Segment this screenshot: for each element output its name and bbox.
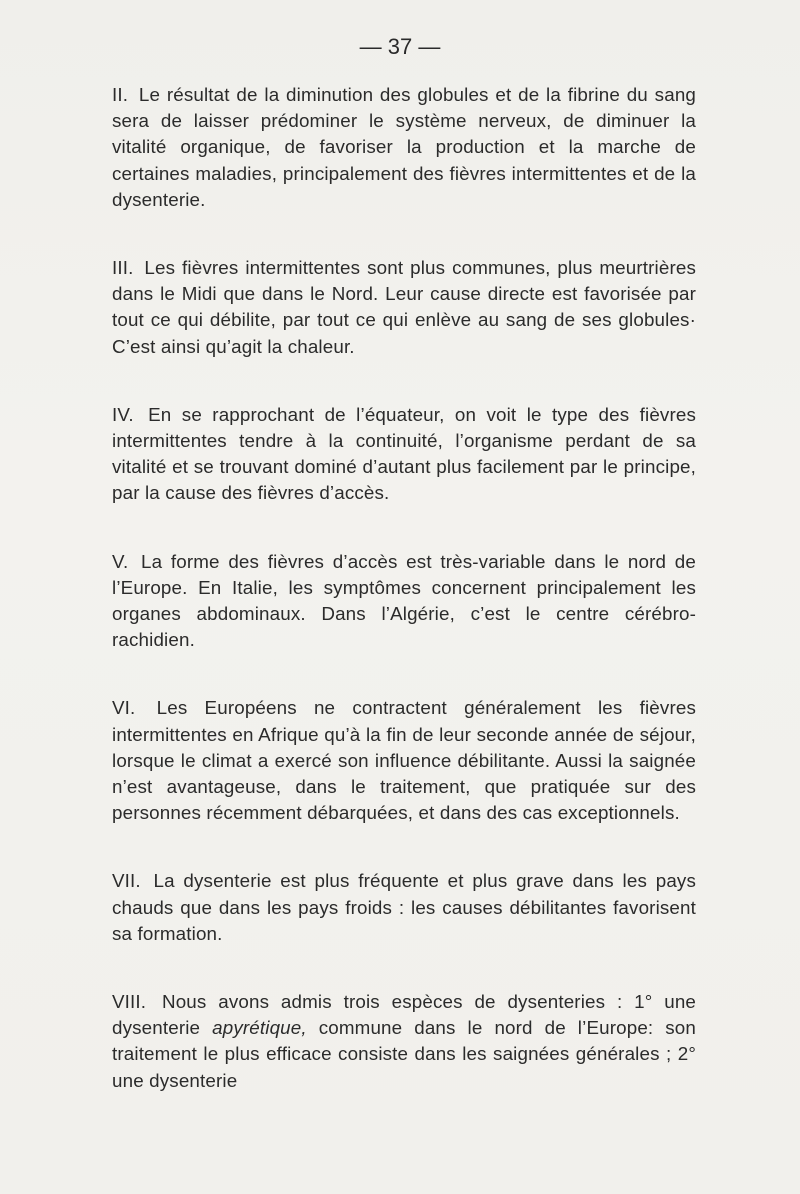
paragraph-number: VII. [112,870,141,892]
paragraph-iv [112,402,696,507]
paragraph-text: La dysenterie est plus fréquente et plus grave dans les pays chauds que dans les pays froids : les causes débilitantes favorisent sa formation. [112,870,696,944]
paragraph-number: V. [112,550,129,572]
paragraph-v [112,549,696,654]
paragraph-vi [112,695,696,826]
paragraph-number: III. [112,257,134,279]
paragraph-text: Nous avons admis trois espèces de dysenteries : 1° une dysenterie [112,991,697,1039]
paragraph-number: VI. [112,697,136,719]
paragraph-text: Les fièvres intermittentes sont plus communes, plus meurtrières dans le Midi que dans le Nord. Leur cause directe est favorisée par tout ce qui débilite, par tout ce qui enlève au sang de ses globules· C’est ainsi qu’agit la chaleur. [112,257,696,357]
paragraph-text: Les Européens ne contractent généralement les fièvres intermittentes en Afrique qu’à la fin de leur seconde année de séjour, lorsque le climat a exercé son influence débilitante. Aussi la saignée n’est avantageuse, dans le traitement, que pratiquée sur des personnes récemment débarquées, et dans des cas exceptionnels. [112,697,696,824]
paragraph-text: En se rapprochant de l’équateur, on voit le type des fièvres intermittentes tendre à la continuité, l’organisme perdant de sa vitalité et se trouvant dominé d’autant plus facilement par le principe, par la cause des fièvres d’accès. [112,403,696,504]
paragraph-text-continued: commune dans le nord de l’Europe: son traitement le plus efficace consiste dans les saignées générales ; 2° une dysenterie [112,1017,697,1091]
italic-term: apyrétique, [212,1017,307,1039]
paragraph-number: IV. [112,403,134,425]
paragraph-number: VIII. [112,991,147,1013]
paragraph-text: Le résultat de la diminution des globules et de la fibrine du sang sera de laisser prédominer le système nerveux, de diminuer la vitalité organique, de favoriser la production et la marche de certaines maladies, principalement des fièvres intermittentes et de la dysenterie. [112,84,697,210]
paragraph-vii [112,868,696,947]
page-body [112,82,696,1094]
paragraph-viii [112,989,696,1094]
paragraph-text: La forme des fièvres d’accès est très-variable dans le nord de l’Europe. En Italie, les symptômes concernent principalement les organes abdominaux. Dans l’Algérie, c’est le centre cérébro-rachidien. [112,550,696,651]
paragraph-number: II. [112,84,129,105]
page-number: — 37 — [359,34,441,59]
paragraph-iii [112,255,696,360]
paragraph-ii [112,82,696,213]
